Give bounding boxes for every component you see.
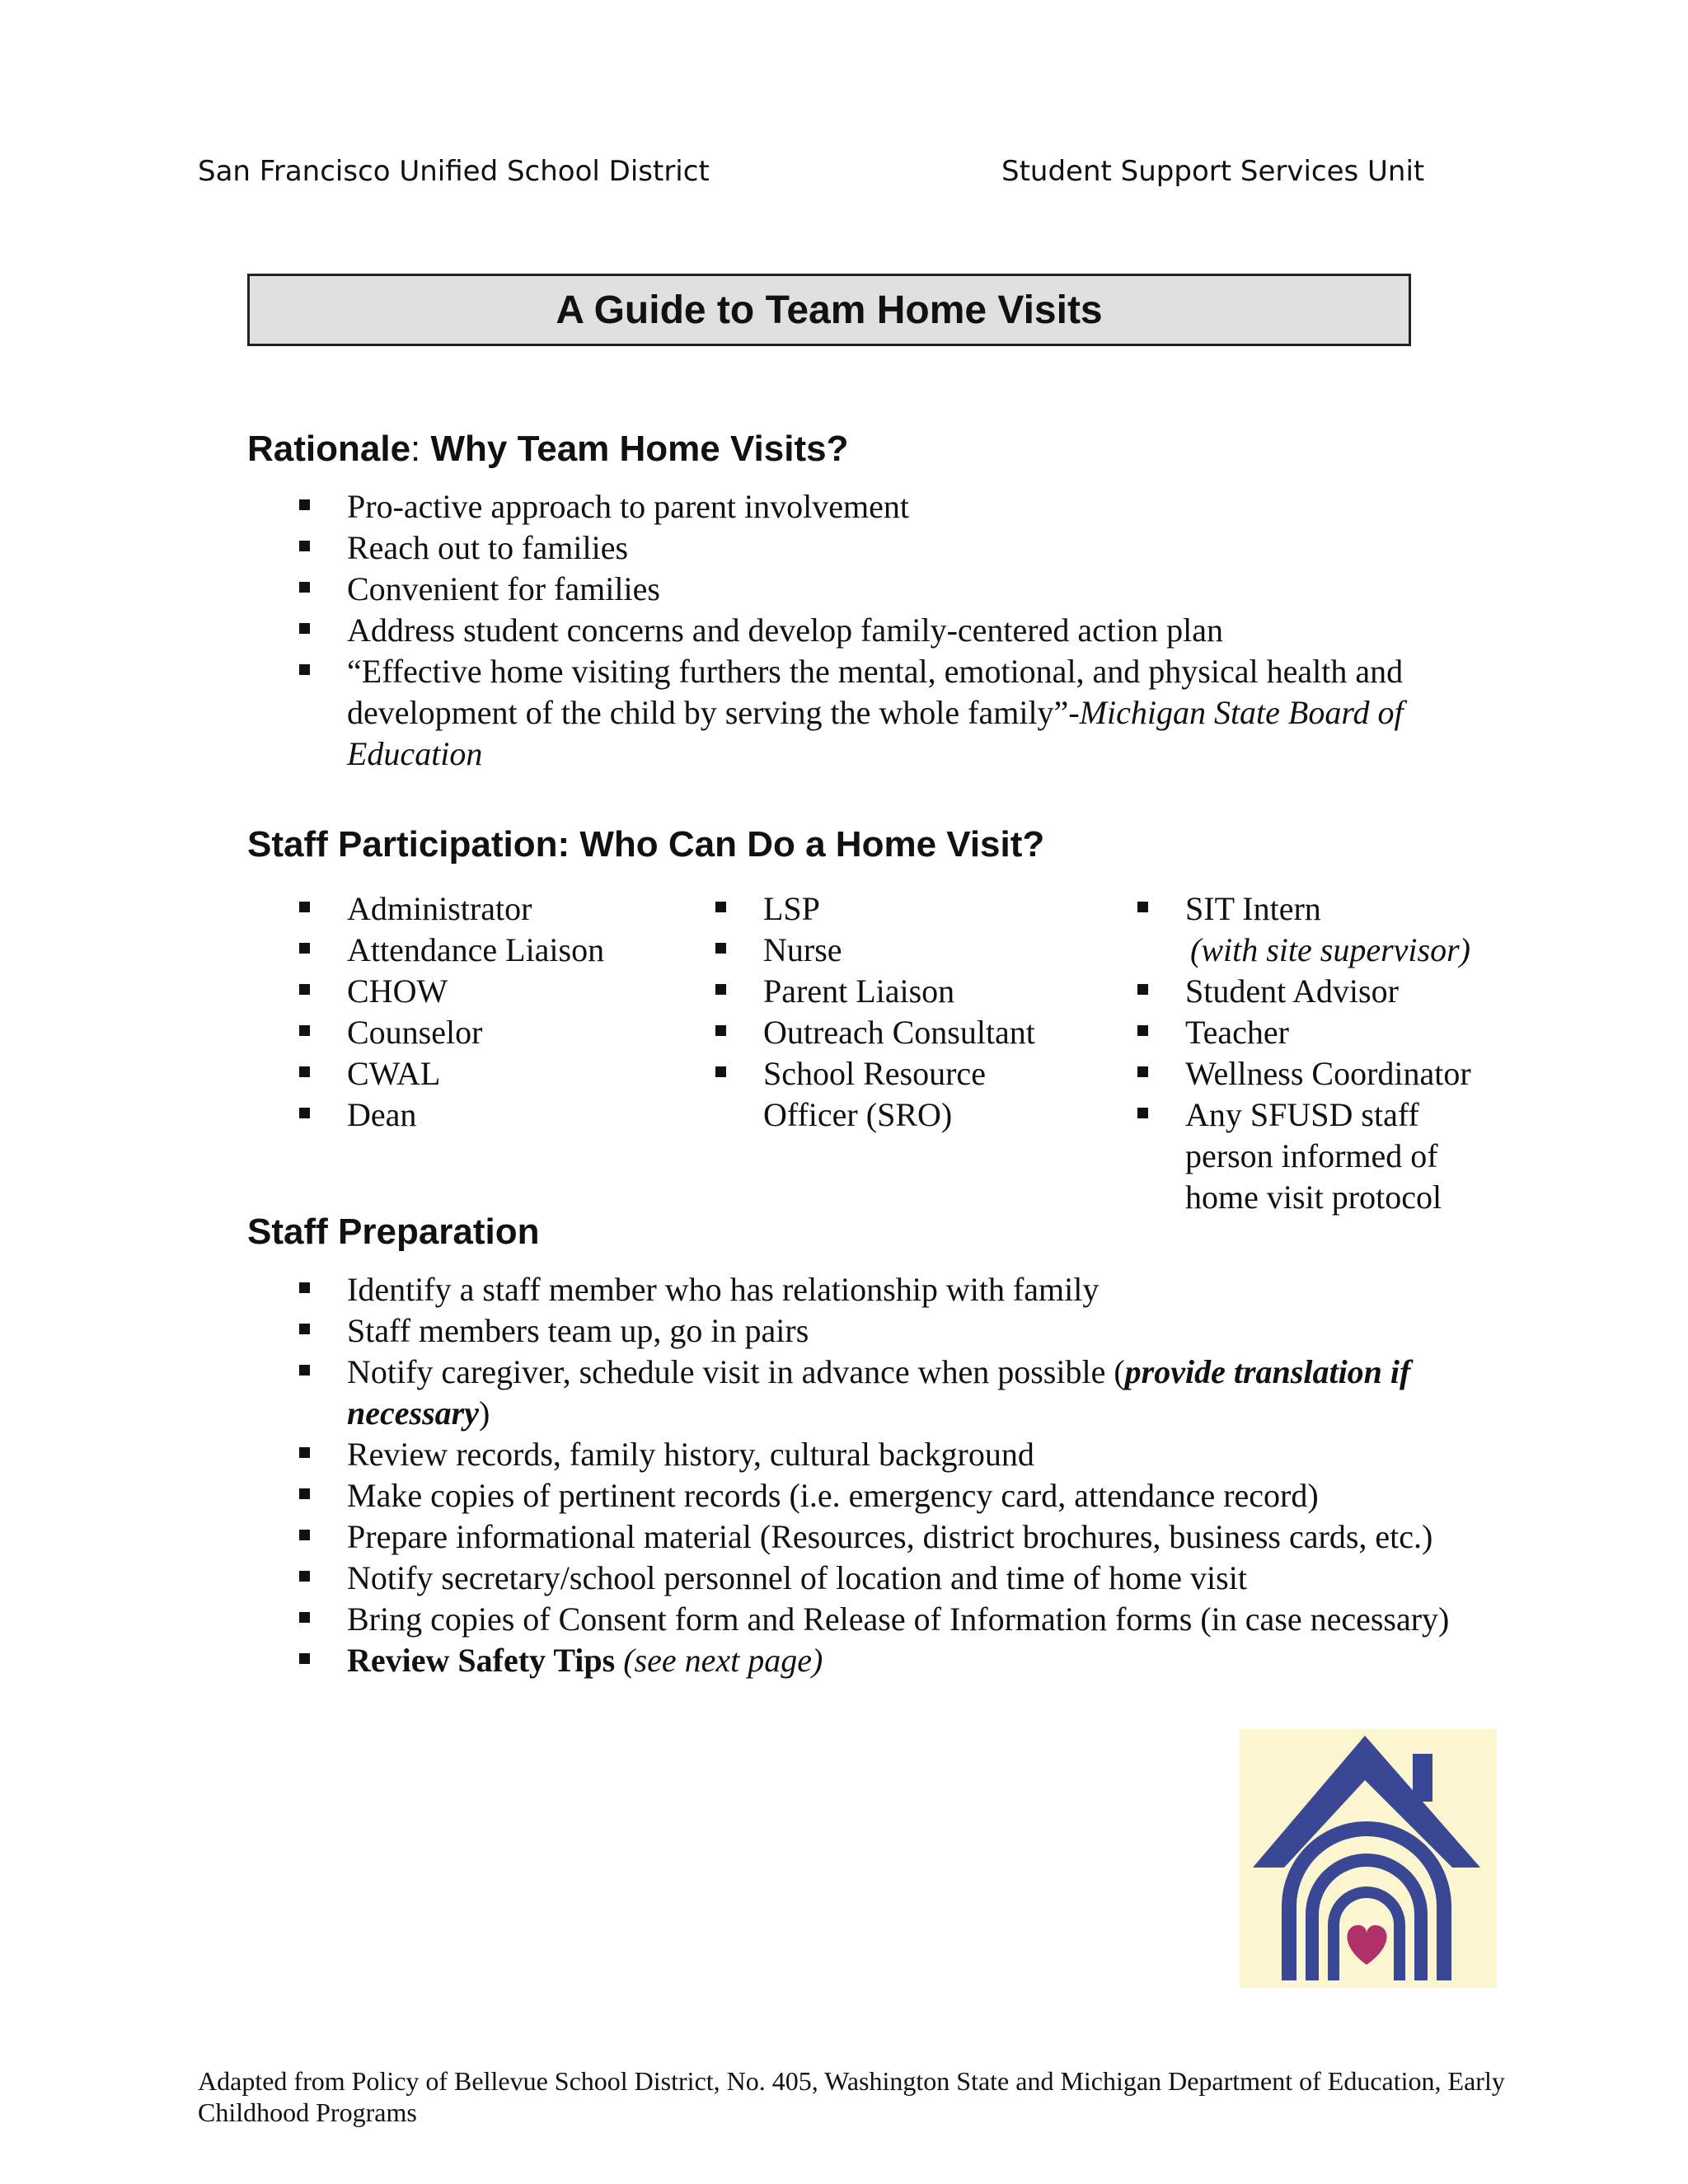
list-item: Teacher: [1085, 1012, 1514, 1053]
list-item: Review records, family history, cultural background: [247, 1434, 1566, 1475]
rationale-heading-colon: :: [410, 429, 421, 469]
list-item: School Resource Officer (SRO): [663, 1053, 1010, 1136]
quote-source: Michigan State Board of Education: [347, 694, 1404, 772]
list-item: Dean: [247, 1094, 692, 1136]
list-item: Parent Liaison: [663, 971, 1084, 1012]
footer-citation: Adapted from Policy of Bellevue School District, No. 405, Washington State and Michigan Department of Education, Early Childhood Programs: [198, 2066, 1505, 2127]
preparation-list: [247, 1269, 1566, 1681]
list-item: Prepare informational material (Resources, district brochures, business cards, etc.): [247, 1516, 1566, 1558]
house-icon: [1240, 1729, 1497, 1988]
list-item-quote: [247, 651, 1533, 775]
rationale-heading: [247, 429, 848, 470]
notify-emphasis: provide translation if necessary: [347, 1353, 1411, 1432]
list-item-safety: [247, 1640, 1566, 1681]
list-item: Any SFUSD staff person informed of home visit protocol: [1085, 1094, 1461, 1218]
list-item: Reach out to families: [247, 527, 1533, 569]
notify-text: Notify caregiver, schedule visit in advance when possible (: [347, 1353, 1125, 1390]
list-item: LSP: [663, 888, 1084, 930]
list-item: Attendance Liaison: [247, 930, 692, 971]
list-item: Notify secretary/school personnel of location and time of home visit: [247, 1558, 1566, 1599]
list-item: Address student concerns and develop family-centered action plan: [247, 610, 1533, 651]
list-item: Wellness Coordinator: [1085, 1053, 1514, 1094]
list-item: CWAL: [247, 1053, 692, 1094]
participation-heading: Staff Participation: Who Can Do a Home Visit?: [247, 824, 1045, 865]
safety-bold: Review Safety Tips: [347, 1642, 616, 1679]
list-item: Bring copies of Consent form and Release of Information forms (in case necessary): [247, 1599, 1566, 1640]
list-item: Outreach Consultant: [663, 1012, 1084, 1053]
list-item: Pro-active approach to parent involvement: [247, 486, 1533, 527]
participation-col3: [1085, 888, 1514, 1218]
list-item: Administrator: [247, 888, 692, 930]
notify-close: ): [478, 1394, 490, 1432]
rationale-heading-question: Why Team Home Visits?: [420, 429, 849, 469]
participation-col2: [663, 888, 1084, 1136]
quote-text: “Effective home visiting furthers the mental, emotional, and physical health and development of the child by serving the whole family”-: [347, 653, 1404, 731]
header-district: San Francisco Unified School District: [198, 155, 710, 188]
house-heart-logo: [1240, 1729, 1497, 1988]
list-item-notify: [247, 1352, 1484, 1434]
sit-intern-note: (with site supervisor): [1190, 931, 1470, 968]
preparation-heading: Staff Preparation: [247, 1212, 540, 1252]
rationale-heading-label: Rationale: [247, 429, 411, 469]
list-item: CHOW: [247, 971, 692, 1012]
list-item: Convenient for families: [247, 569, 1533, 610]
list-item: Staff members team up, go in pairs: [247, 1310, 1566, 1352]
list-item: Nurse: [663, 930, 1084, 971]
list-item: Counselor: [247, 1012, 692, 1053]
list-item: Student Advisor: [1085, 971, 1514, 1012]
participation-col1: [247, 888, 692, 1136]
list-item: Make copies of pertinent records (i.e. emergency card, attendance record): [247, 1475, 1566, 1516]
list-item: Identify a staff member who has relationship with family: [247, 1269, 1566, 1310]
header-unit: Student Support Services Unit: [1001, 155, 1425, 188]
rationale-list: [247, 486, 1533, 775]
safety-note: (see next page): [623, 1642, 823, 1679]
page-title: A Guide to Team Home Visits: [247, 274, 1411, 346]
list-item: SIT Intern: [1085, 888, 1514, 930]
